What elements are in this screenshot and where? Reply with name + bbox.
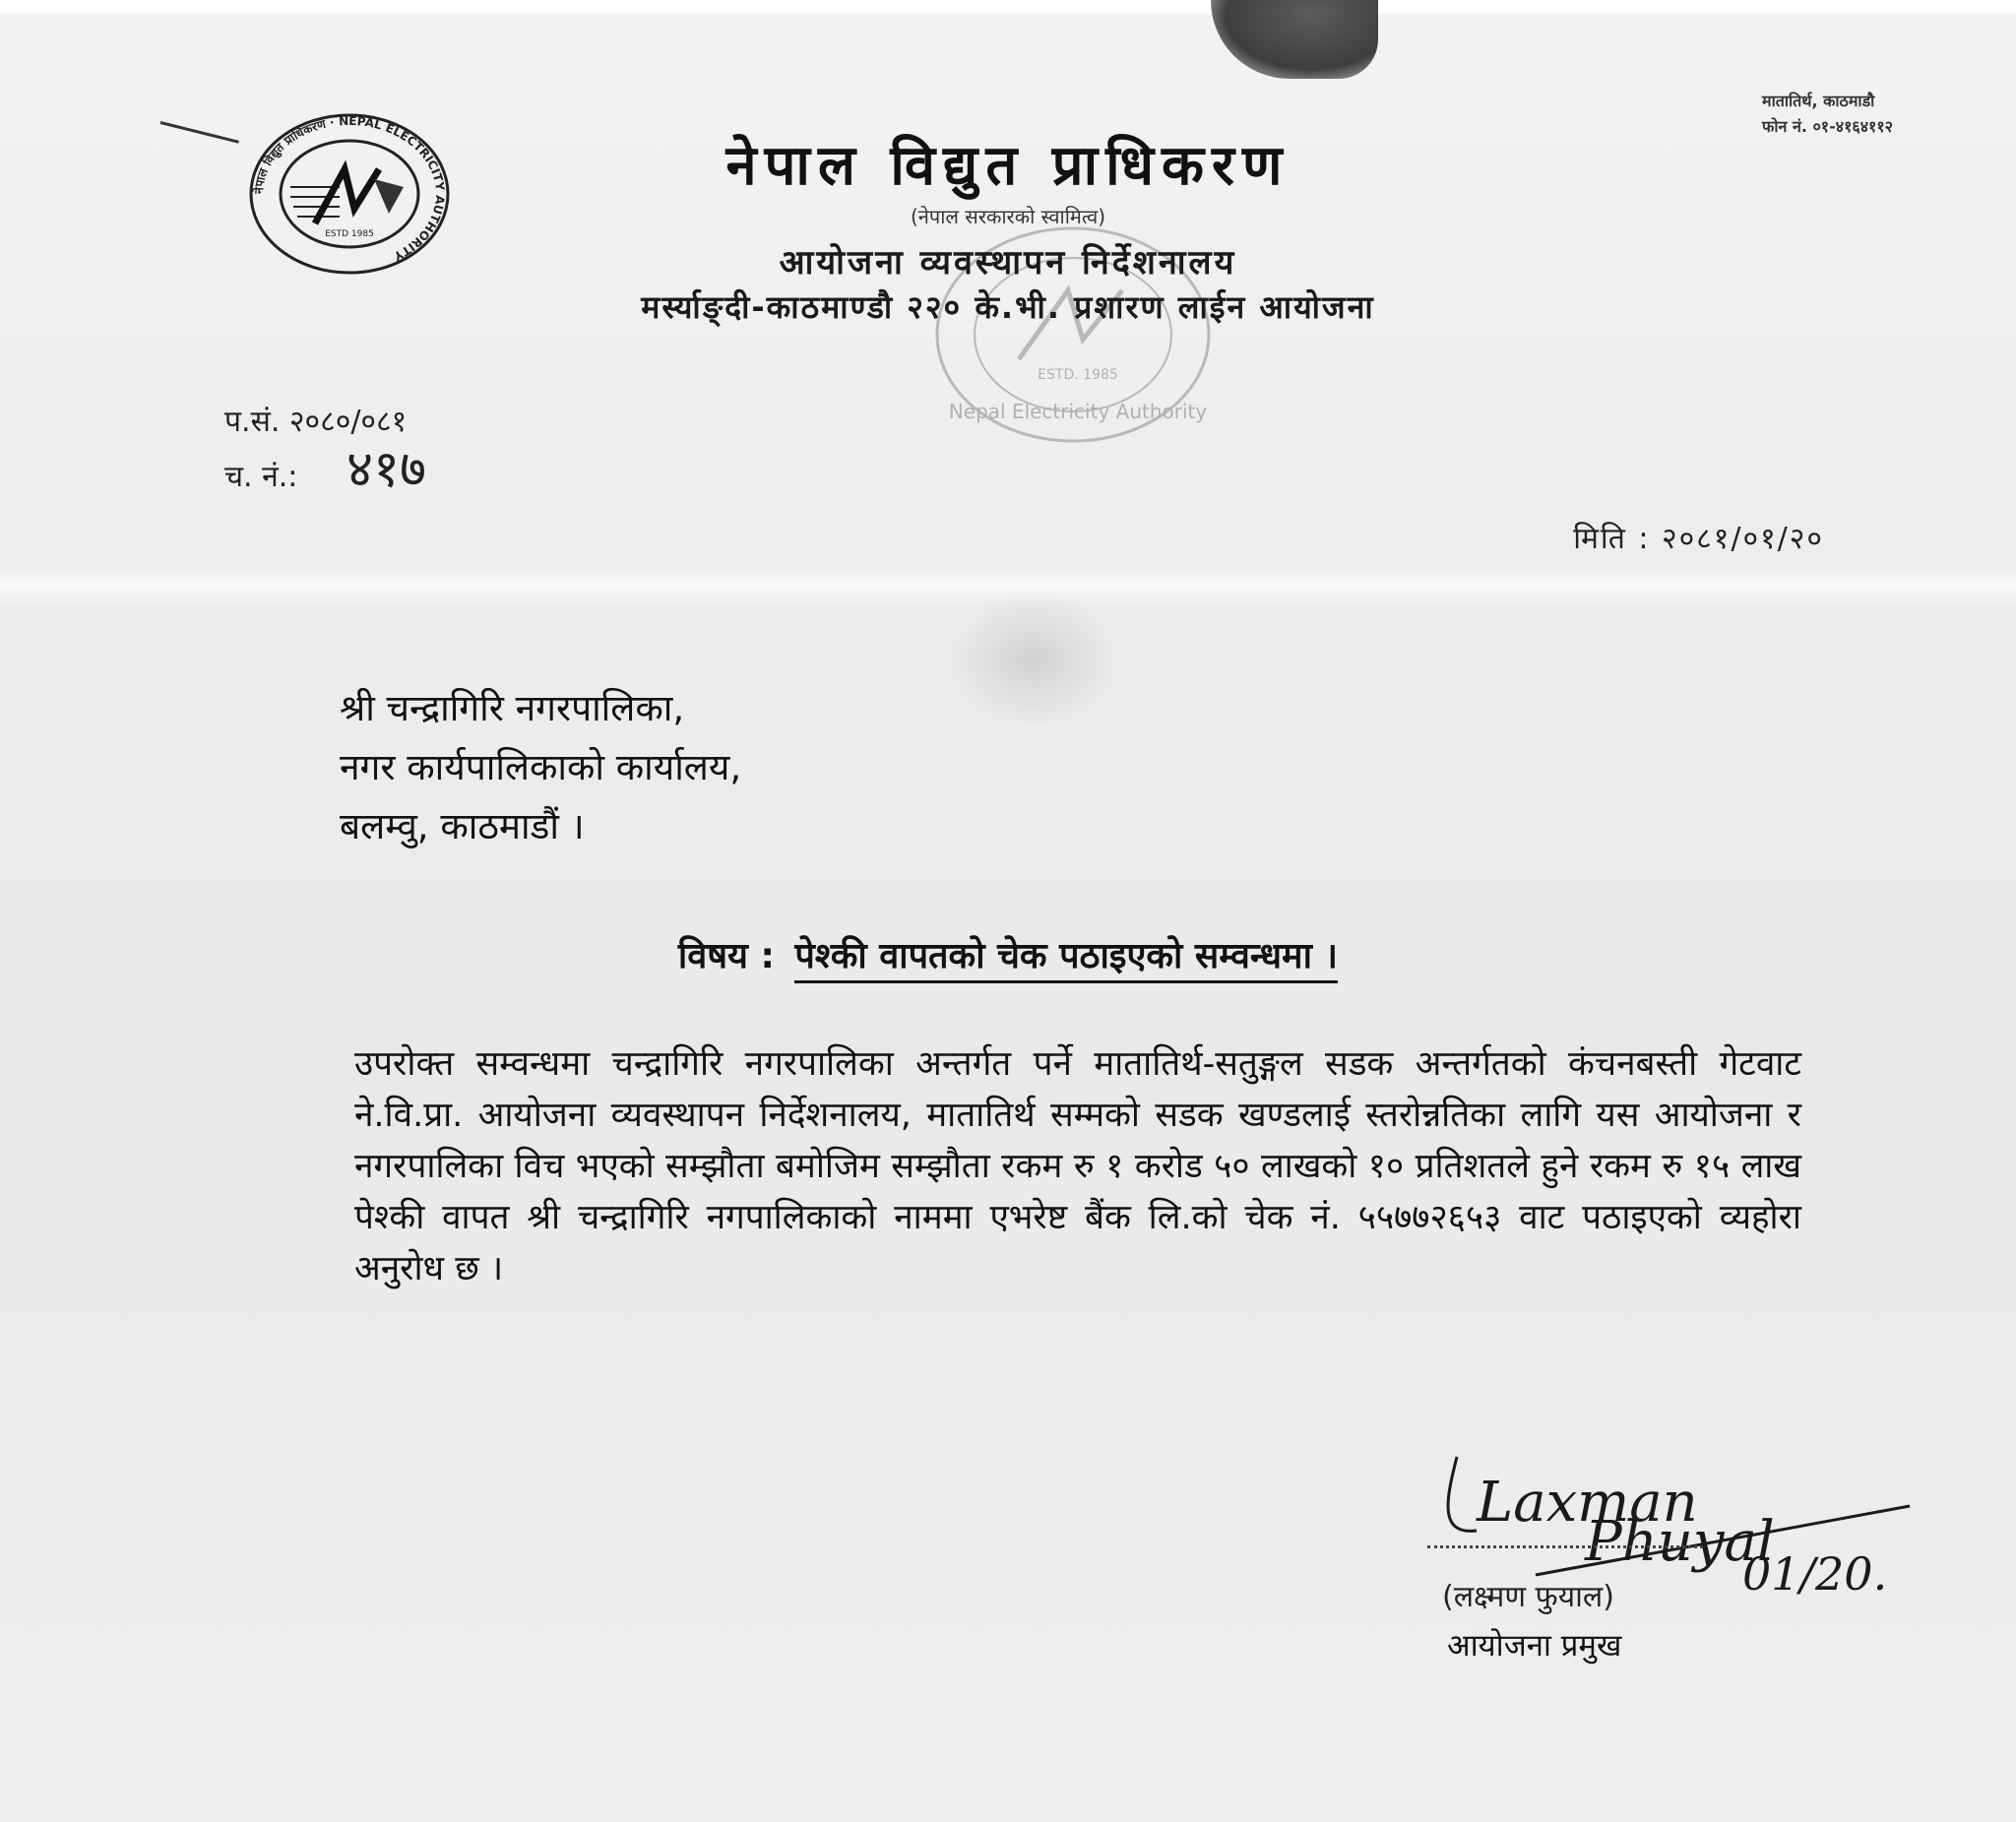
signature-last: Phuyal (1585, 1510, 1775, 1574)
project-name: मर्स्याङ्दी-काठमाण्डौ २२० के.भी. प्रशारण लाईन आयोजना (641, 288, 1375, 326)
dispatch-number: ४१७ (346, 440, 427, 499)
signature-first: Laxman (1477, 1471, 1698, 1535)
letter-number: प.सं. २०८०/०८१ (224, 405, 408, 439)
recipient-line-2: नगर कार्यपालिकाको कार्यालय, (340, 746, 742, 788)
recipient-line-3: बलम्वु, काठमाडौं । (340, 805, 585, 848)
signature-dotted-line (1427, 1545, 1703, 1548)
logo-ring-text: नेपाल विद्युत प्राधिकरण · NEPAL ELECTRICITY AUTHORITY (251, 113, 448, 264)
recipient-line-1: श्री चन्द्रागिरि नगरपालिका, (340, 687, 685, 729)
signatory-name: (लक्ष्मण फुयाल) (1442, 1580, 1614, 1614)
ownership-note: (नेपाल सरकारको स्वामित्व) (910, 205, 1106, 228)
subject-line (0, 930, 2016, 978)
subject-text: पेश्की वापतको चेक पठाइएको सम्वन्धमा । (794, 936, 1338, 983)
dispatch-number-row (224, 440, 427, 501)
stamp-estd: ESTD. 1985 (1038, 367, 1118, 383)
shadow-object (1211, 0, 1378, 79)
signatory-role: आयोजना प्रमुख (1447, 1628, 1622, 1664)
letter-body: उपरोक्त सम्वन्धमा चन्द्रागिरि नगरपालिका अन्तर्गत पर्ने मातातिर्थ-सतुङ्गल सडक अन्तर्गतको कंचनबस्ती गेटवाट ने.वि.प्रा. आयोजना व्यवस्थापन निर्देशनालय, मातातिर्थ सम्मको सडक खण्डलाई स्तरोन्नतिका लागि यस आयोजना र नगरपालिका विच भएको सम्झौता बमोजिम सम्झौता रकम रु १ करोड ५० लाखको १० प्रतिशतले हुने रकम रु १५ लाख पेश्की वापत श्री चन्द्रागिरि नगपालिकाको नाममा एभरेष्ट बैंक लि.को चेक नं. ५५७७२६५३ वाट पठाइएको व्यहोरा अनुरोध छ । (354, 1044, 1801, 1288)
recipient-address (340, 679, 741, 856)
paper-smudge (945, 591, 1122, 728)
header-phone: फोन नं. ०१-४१६४११२ (1762, 117, 1893, 136)
reference-block (224, 399, 426, 501)
background-strip (0, 0, 2016, 14)
header-address: मातातिर्थ, काठमाडौ (1762, 92, 1875, 110)
stamp-text: Nepal Electricity Authority (948, 400, 1208, 423)
organization-name: नेपाल विद्युत प्राधिकरण (725, 133, 1291, 198)
signature-date: 01/20. (1742, 1547, 1888, 1601)
dispatch-label: च. नं.: (224, 460, 298, 494)
letter-date: मिति : २०८१/०१/२० (1573, 522, 1824, 556)
logo-estd: ESTD 1985 (325, 229, 374, 239)
subject-label: विषय : (677, 936, 775, 976)
directorate-name: आयोजना व्यवस्थापन निर्देशनालय (779, 243, 1237, 283)
